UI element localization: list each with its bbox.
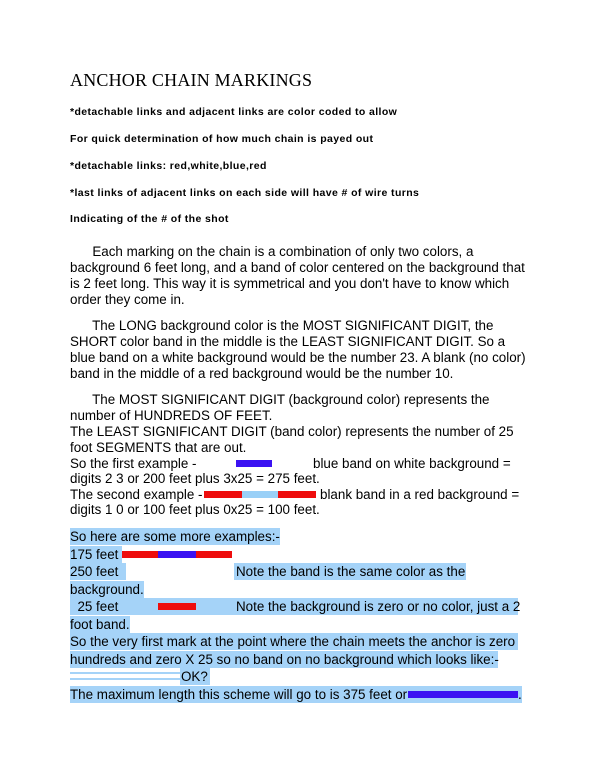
example1-description: blue band on white background =	[313, 456, 511, 471]
example-250-note: Note the band is the same color as the	[236, 564, 466, 579]
para2-line-4: band in the middle of a red background would be the number 10.	[70, 366, 454, 381]
bullet-line-3: *detachable links: red,white,blue,red	[70, 160, 267, 172]
para1-line-1: Each marking on the chain is a combination of only two colors, a	[70, 244, 474, 259]
mark-175-right	[196, 551, 232, 558]
document-title: ANCHOR CHAIN MARKINGS	[70, 70, 313, 90]
example2-blank-band	[242, 491, 278, 498]
para1-line-4: order they come in.	[70, 292, 185, 307]
example-175-label: 175 feet	[70, 547, 119, 562]
example-25-note: Note the background is zero or no color, just a 2	[236, 599, 521, 614]
mark-175-band	[158, 551, 196, 558]
example2-red-segment-left	[204, 491, 242, 498]
max-length-chain-mark	[408, 691, 518, 698]
first-mark-line-1: So the very first mark at the point where the chain meets the anchor is zero	[70, 634, 516, 649]
para3-line-4: foot SEGMENTS that are out.	[70, 440, 247, 455]
bullet-line-5: Indicating of the # of the shot	[70, 213, 229, 225]
example1-chain-mark	[236, 460, 272, 467]
example-25-label: 25 feet	[70, 599, 119, 614]
para2-line-2: SHORT color band in the middle is the LEAST SIGNIFICANT DIGIT. So a	[70, 334, 506, 349]
max-length-period: .	[518, 687, 522, 702]
para2-line-1: The LONG background color is the MOST SIGNIFICANT DIGIT, the	[70, 318, 494, 333]
example-25-chain-mark	[158, 603, 196, 610]
para2-line-3: blue band on a white background would be the number 23. A blank (no color)	[70, 350, 526, 365]
bullet-line-4: *last links of adjacent links on each side will have # of wire turns	[70, 187, 420, 199]
bullet-line-1: *detachable links and adjacent links are color coded to allow	[70, 106, 398, 118]
example2-red-segment-right	[278, 491, 316, 498]
example2-result: digits 1 0 or 100 feet plus 0x25 = 100 feet.	[70, 502, 320, 517]
example2-lead: The second example -	[70, 487, 203, 502]
example-250-label: 250 feet	[70, 564, 119, 579]
para1-line-3: is 2 feet long. This way it is symmetrical and you don't have to know which	[70, 276, 510, 291]
para3-line-3: The LEAST SIGNIFICANT DIGIT (band color) represents the number of 25	[70, 424, 514, 439]
bullet-line-2: For quick determination of how much chain is payed out	[70, 133, 374, 145]
example2-description: blank band in a red background =	[320, 487, 520, 502]
para3-line-1: The MOST SIGNIFICANT DIGIT (background color) represents the	[70, 392, 490, 407]
para3-line-2: number of HUNDREDS OF FEET.	[70, 408, 273, 423]
examples-intro: So here are some more examples:-	[70, 529, 280, 544]
zero-mark-empty-chain	[70, 672, 180, 680]
mark-175-left	[122, 551, 158, 558]
example1-result: digits 2 3 or 200 feet plus 3x25 = 275 feet.	[70, 471, 320, 486]
ok-text: OK?	[181, 669, 208, 684]
max-length-text: The maximum length this scheme will go to is 375 feet or	[70, 687, 408, 702]
first-mark-line-2: hundreds and zero X 25 so no band on no background which looks like:-	[70, 652, 499, 667]
example-250-note-cont: background.	[70, 582, 144, 597]
para1-line-2: background 6 feet long, and a band of color centered on the background that	[70, 260, 525, 275]
example1-lead: So the first example -	[70, 456, 197, 471]
example-25-note-cont: foot band.	[70, 617, 130, 632]
